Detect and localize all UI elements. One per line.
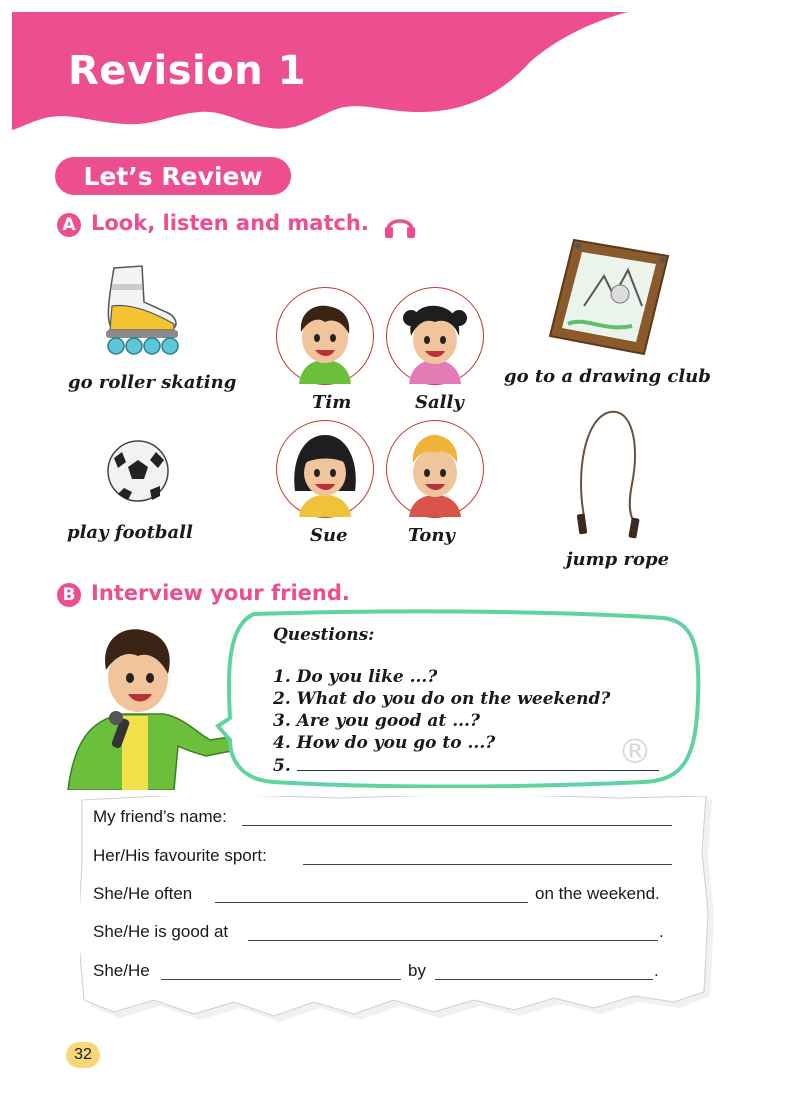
form-often-label: She/He often — [93, 884, 193, 903]
form-transport-blank[interactable] — [435, 979, 653, 980]
girl-face-icon — [277, 421, 373, 517]
page-title: Revision 1 — [68, 48, 306, 94]
questions-list — [273, 624, 659, 777]
form-sport-blank[interactable] — [303, 864, 672, 865]
caption-sally: Sally — [415, 392, 464, 413]
caption-play-football: play football — [67, 522, 193, 543]
question-item: 2. What do you do on the weekend? — [273, 689, 611, 709]
form-by-word: by — [408, 961, 426, 980]
section-a-title: Look, listen and match. — [91, 211, 369, 235]
form-good-label: She/He is good at — [93, 922, 229, 941]
questions-heading: Questions: — [273, 625, 375, 645]
caption-go-to-a-drawing-club: go to a drawing club — [504, 366, 711, 387]
portrait-sue — [276, 420, 374, 518]
section-b-badge: B — [57, 583, 81, 607]
form-good-suffix: . — [659, 922, 664, 941]
lets-review-pill: Let’s Review — [55, 157, 291, 195]
boy-face-icon — [277, 288, 373, 384]
question-item: 3. Are you good at ...? — [273, 711, 480, 731]
page-number-badge: 32 — [66, 1042, 100, 1068]
registered-watermark: ® — [618, 732, 652, 772]
form-by-suffix: . — [654, 961, 659, 980]
roller-skate-icon — [96, 262, 184, 356]
football-icon — [104, 438, 172, 504]
caption-tim: Tim — [312, 392, 352, 413]
caption-tony: Tony — [408, 525, 455, 546]
form-often-blank[interactable] — [215, 902, 528, 903]
drawing-frame-icon — [544, 236, 674, 358]
form-sport-label: Her/His favourite sport: — [93, 846, 267, 865]
form-activity-blank[interactable] — [161, 979, 401, 980]
section-a-badge: A — [57, 213, 81, 237]
headphones-icon[interactable] — [383, 210, 417, 240]
form-name-label: My friend’s name: — [93, 807, 227, 826]
boy-face-icon — [387, 421, 483, 517]
question-item: 1. Do you like ...? — [273, 667, 438, 687]
caption-jump-rope: jump rope — [566, 549, 670, 570]
question-item: 4. How do you go to ...? — [273, 733, 496, 753]
question-5-blank[interactable] — [297, 754, 659, 771]
portrait-tim — [276, 287, 374, 385]
form-good-blank[interactable] — [248, 940, 658, 941]
girl-face-icon — [387, 288, 483, 384]
torn-paper-sheet — [80, 796, 720, 1028]
portrait-sally — [386, 287, 484, 385]
form-often-suffix: on the weekend. — [535, 884, 660, 903]
form-name-blank[interactable] — [242, 825, 672, 826]
caption-sue: Sue — [310, 525, 348, 546]
form-by-label: She/He — [93, 961, 150, 980]
caption-go-roller-skating: go roller skating — [68, 372, 237, 393]
section-b-title: Interview your friend. — [91, 581, 350, 605]
portrait-tony — [386, 420, 484, 518]
jump-rope-icon — [570, 404, 650, 540]
question-item: 5. — [273, 756, 291, 776]
